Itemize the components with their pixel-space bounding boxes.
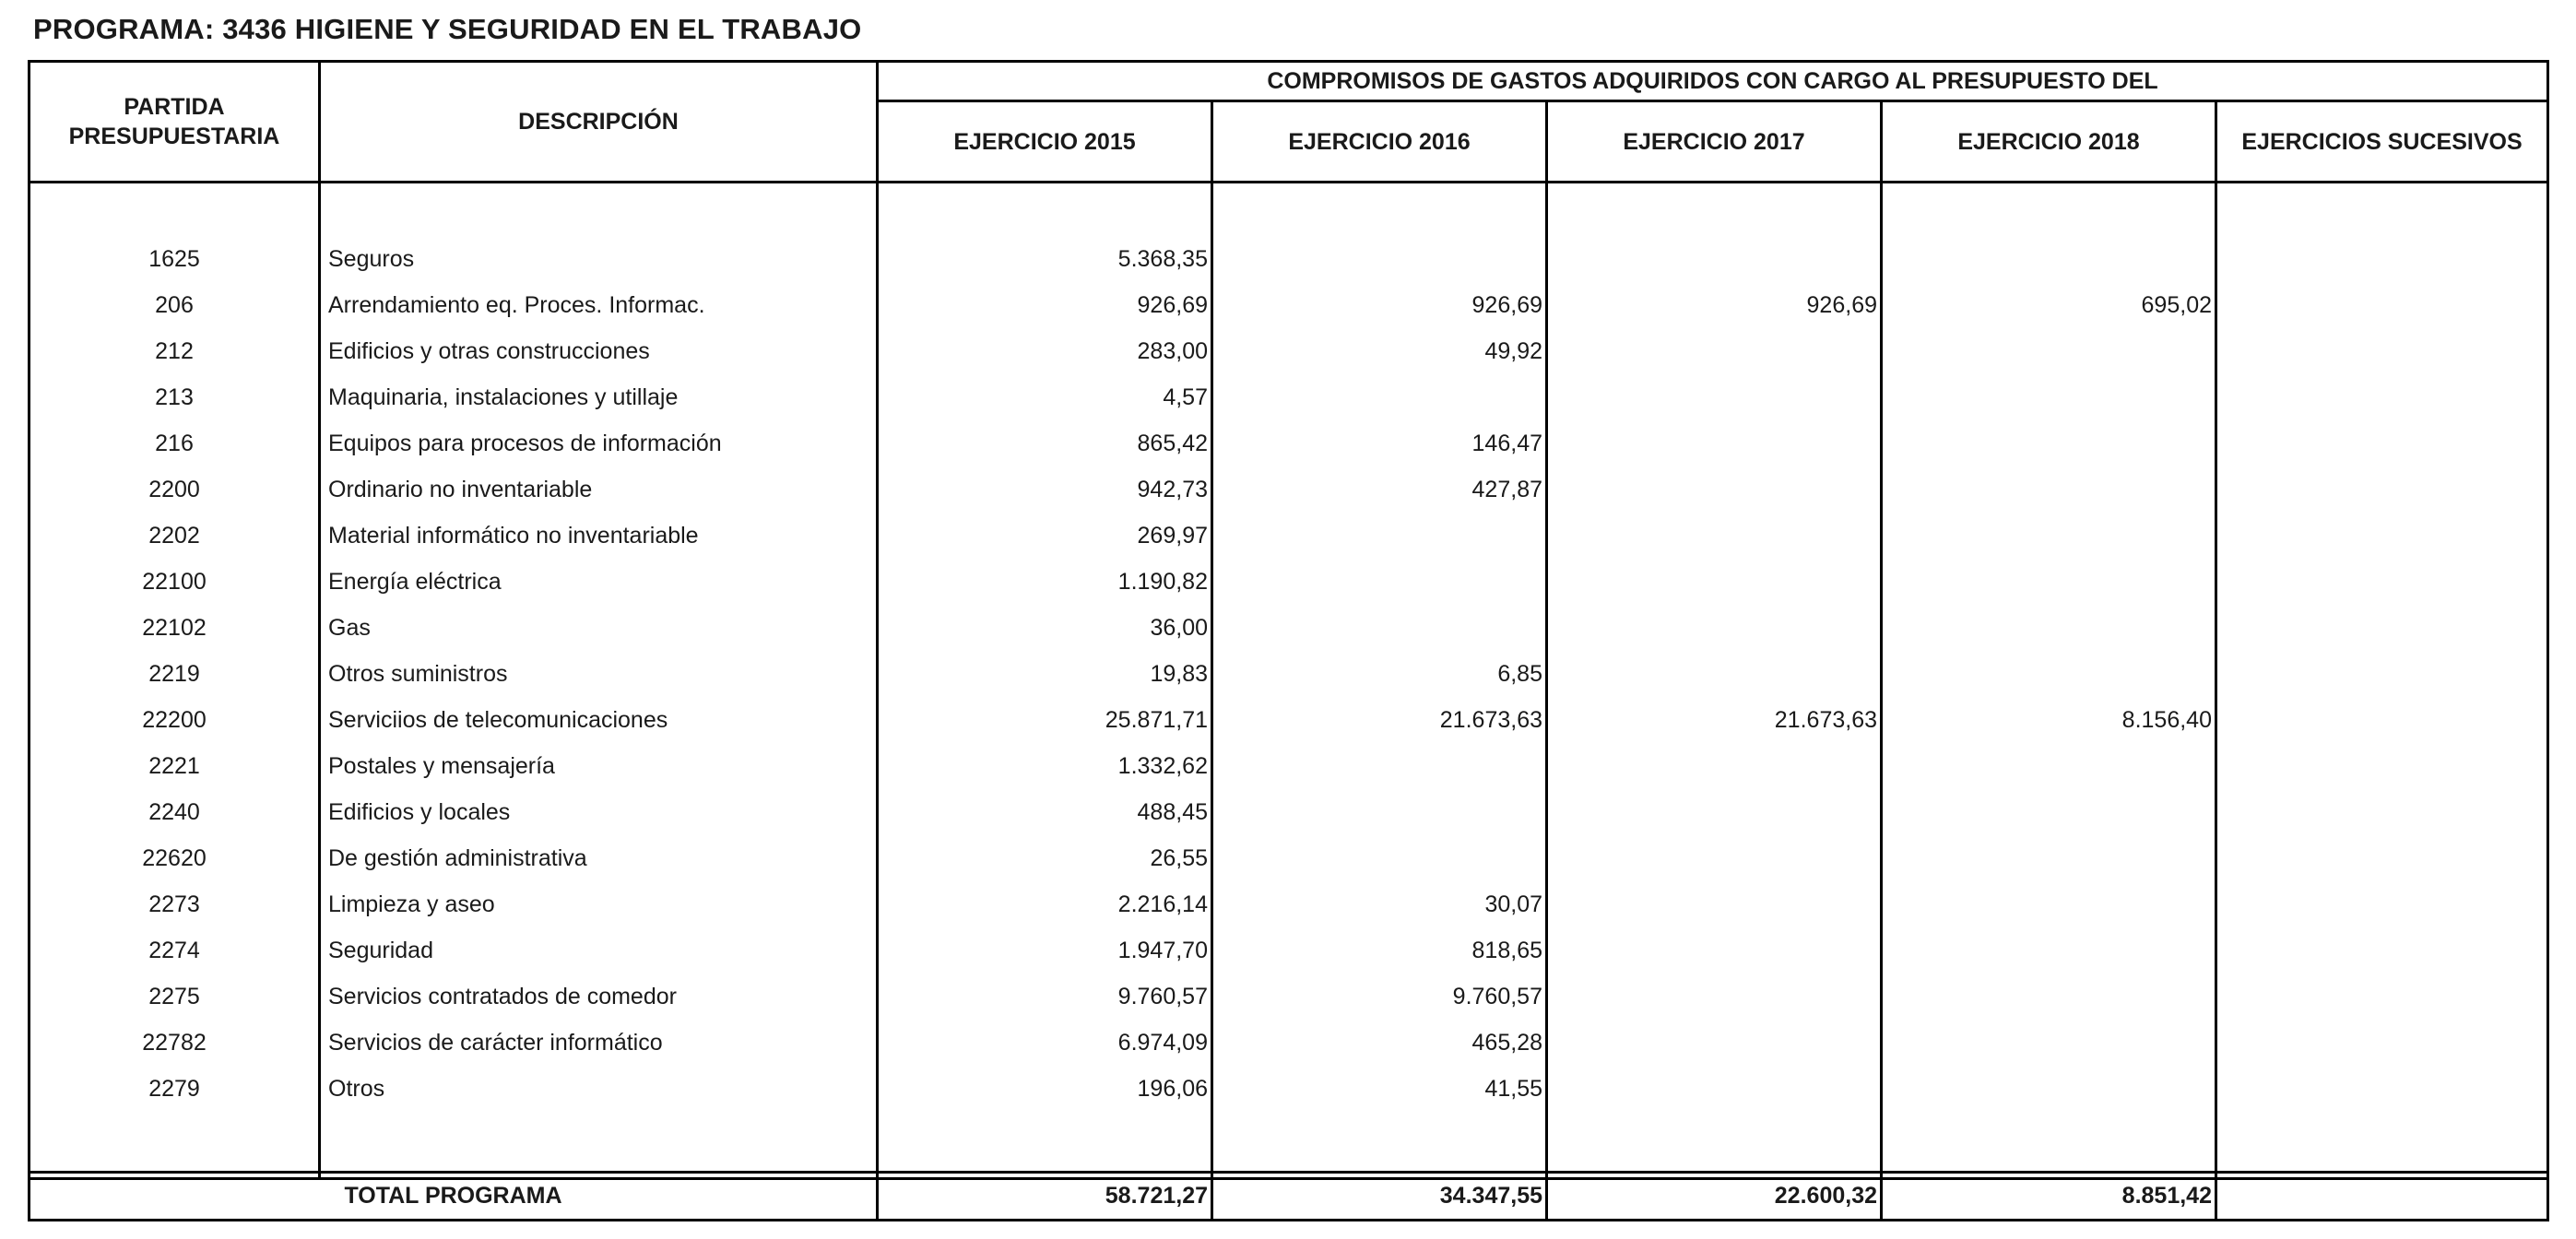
table-row: [30, 236, 2548, 282]
header-year-2015: EJERCICIO 2015: [878, 101, 1212, 183]
value-sucesivos: [2216, 374, 2548, 420]
value-2015: 926,69: [878, 282, 1212, 328]
value-2018: [1882, 927, 2216, 974]
value-2018: 8.156,40: [1882, 697, 2216, 743]
value-2015: 4,57: [878, 374, 1212, 420]
description: Postales y mensajería: [320, 743, 878, 789]
value-2016: 41,55: [1212, 1066, 1547, 1112]
table-row: [30, 1020, 2548, 1066]
value-2017: [1547, 835, 1882, 881]
description: Seguros: [320, 236, 878, 282]
total-2017: 22.600,32: [1547, 1173, 1882, 1221]
value-2018: [1882, 651, 2216, 697]
value-2015: 942,73: [878, 466, 1212, 513]
value-2018: [1882, 1020, 2216, 1066]
value-sucesivos: [2216, 1020, 2548, 1066]
value-sucesivos: [2216, 605, 2548, 651]
value-2015: 1.332,62: [878, 743, 1212, 789]
value-2016: 926,69: [1212, 282, 1547, 328]
partida-code: 206: [30, 282, 320, 328]
value-2017: [1547, 420, 1882, 466]
description: Otros suministros: [320, 651, 878, 697]
value-sucesivos: [2216, 420, 2548, 466]
header-partida-label: PARTIDA PRESUPUESTARIA: [68, 94, 280, 149]
description: Arrendamiento eq. Proces. Informac.: [320, 282, 878, 328]
value-2016: 21.673,63: [1212, 697, 1547, 743]
value-2018: [1882, 974, 2216, 1020]
partida-code: 22620: [30, 835, 320, 881]
value-2015: 2.216,14: [878, 881, 1212, 927]
description: Ordinario no inventariable: [320, 466, 878, 513]
total-2018: 8.851,42: [1882, 1173, 2216, 1221]
description: Equipos para procesos de información: [320, 420, 878, 466]
value-sucesivos: [2216, 974, 2548, 1020]
value-2017: [1547, 789, 1882, 835]
value-2015: 5.368,35: [878, 236, 1212, 282]
value-2017: [1547, 513, 1882, 559]
value-2015: 269,97: [878, 513, 1212, 559]
value-2015: 1.190,82: [878, 559, 1212, 605]
value-2015: 865,42: [878, 420, 1212, 466]
value-2018: [1882, 881, 2216, 927]
description: Serviciios de telecomunicaciones: [320, 697, 878, 743]
partida-code: 2274: [30, 927, 320, 974]
value-2016: [1212, 605, 1547, 651]
value-sucesivos: [2216, 328, 2548, 374]
table-body: [30, 183, 2548, 1179]
page-title: PROGRAMA: 3436 HIGIENE Y SEGURIDAD EN EL TRABAJO: [33, 13, 862, 45]
description: Servicios contratados de comedor: [320, 974, 878, 1020]
value-2016: 427,87: [1212, 466, 1547, 513]
value-sucesivos: [2216, 513, 2548, 559]
value-2015: 9.760,57: [878, 974, 1212, 1020]
partida-code: 213: [30, 374, 320, 420]
total-row: [30, 1173, 2548, 1221]
value-sucesivos: [2216, 466, 2548, 513]
value-2015: 196,06: [878, 1066, 1212, 1112]
table-row: [30, 374, 2548, 420]
table-row: [30, 466, 2548, 513]
value-2018: [1882, 1066, 2216, 1112]
description: Servicios de carácter informático: [320, 1020, 878, 1066]
value-2017: [1547, 605, 1882, 651]
header-year-2018: EJERCICIO 2018: [1882, 101, 2216, 183]
value-2017: [1547, 1066, 1882, 1112]
value-2017: [1547, 927, 1882, 974]
table-row: [30, 697, 2548, 743]
value-2016: 30,07: [1212, 881, 1547, 927]
value-2017: [1547, 328, 1882, 374]
value-sucesivos: [2216, 835, 2548, 881]
value-sucesivos: [2216, 697, 2548, 743]
value-2018: [1882, 374, 2216, 420]
partida-code: 2279: [30, 1066, 320, 1112]
value-2017: [1547, 651, 1882, 697]
value-sucesivos: [2216, 559, 2548, 605]
value-sucesivos: [2216, 927, 2548, 974]
table-row: [30, 974, 2548, 1020]
partida-code: 212: [30, 328, 320, 374]
description: Gas: [320, 605, 878, 651]
value-2016: [1212, 236, 1547, 282]
value-2016: 818,65: [1212, 927, 1547, 974]
header-year-2017: EJERCICIO 2017: [1547, 101, 1882, 183]
partida-code: 2200: [30, 466, 320, 513]
value-2018: [1882, 236, 2216, 282]
partida-code: 1625: [30, 236, 320, 282]
value-2016: [1212, 789, 1547, 835]
value-2015: 1.947,70: [878, 927, 1212, 974]
value-2017: 926,69: [1547, 282, 1882, 328]
partida-code: 2275: [30, 974, 320, 1020]
value-2016: [1212, 835, 1547, 881]
header-year-2016: EJERCICIO 2016: [1212, 101, 1547, 183]
value-sucesivos: [2216, 743, 2548, 789]
value-2017: [1547, 974, 1882, 1020]
partida-code: 22100: [30, 559, 320, 605]
value-2017: [1547, 466, 1882, 513]
description: Material informático no inventariable: [320, 513, 878, 559]
value-2015: 25.871,71: [878, 697, 1212, 743]
value-2016: [1212, 559, 1547, 605]
spacer-row: [30, 183, 2548, 237]
description: Edificios y otras construcciones: [320, 328, 878, 374]
value-2016: 146,47: [1212, 420, 1547, 466]
value-sucesivos: [2216, 651, 2548, 697]
partida-code: 2273: [30, 881, 320, 927]
description: Edificios y locales: [320, 789, 878, 835]
value-2015: 19,83: [878, 651, 1212, 697]
total-label: TOTAL PROGRAMA: [30, 1173, 878, 1221]
value-2016: 9.760,57: [1212, 974, 1547, 1020]
table-row: [30, 1066, 2548, 1112]
header-sucesivos: EJERCICIOS SUCESIVOS: [2216, 101, 2548, 183]
header-descripcion: DESCRIPCIÓN: [320, 62, 878, 183]
budget-table: [28, 60, 2549, 1180]
value-2016: [1212, 513, 1547, 559]
partida-code: 2221: [30, 743, 320, 789]
partida-code: 22102: [30, 605, 320, 651]
table-row: [30, 881, 2548, 927]
value-2018: 695,02: [1882, 282, 2216, 328]
value-2017: [1547, 374, 1882, 420]
table-row: [30, 328, 2548, 374]
value-2016: [1212, 374, 1547, 420]
value-2016: 49,92: [1212, 328, 1547, 374]
description: Energía eléctrica: [320, 559, 878, 605]
total-sucesivos: [2216, 1173, 2548, 1221]
value-2015: 6.974,09: [878, 1020, 1212, 1066]
value-2017: [1547, 881, 1882, 927]
value-2017: [1547, 1020, 1882, 1066]
description: Seguridad: [320, 927, 878, 974]
value-2018: [1882, 559, 2216, 605]
value-sucesivos: [2216, 282, 2548, 328]
table-row: [30, 789, 2548, 835]
partida-code: 22200: [30, 697, 320, 743]
value-2016: 465,28: [1212, 1020, 1547, 1066]
table-row: [30, 513, 2548, 559]
value-2015: 26,55: [878, 835, 1212, 881]
table-row: [30, 835, 2548, 881]
value-sucesivos: [2216, 789, 2548, 835]
value-2018: [1882, 835, 2216, 881]
partida-code: 2240: [30, 789, 320, 835]
description: Limpieza y aseo: [320, 881, 878, 927]
value-sucesivos: [2216, 236, 2548, 282]
partida-code: 22782: [30, 1020, 320, 1066]
value-2017: [1547, 559, 1882, 605]
value-2018: [1882, 513, 2216, 559]
description: Maquinaria, instalaciones y utillaje: [320, 374, 878, 420]
header-compromisos: COMPROMISOS DE GASTOS ADQUIRIDOS CON CARGO AL PRESUPUESTO DEL: [878, 62, 2548, 101]
value-2018: [1882, 605, 2216, 651]
table-row: [30, 605, 2548, 651]
value-2017: [1547, 743, 1882, 789]
total-2015: 58.721,27: [878, 1173, 1212, 1221]
value-2018: [1882, 328, 2216, 374]
value-2018: [1882, 420, 2216, 466]
value-2017: 21.673,63: [1547, 697, 1882, 743]
partida-code: 2202: [30, 513, 320, 559]
value-2016: 6,85: [1212, 651, 1547, 697]
total-2016: 34.347,55: [1212, 1173, 1547, 1221]
table-row: [30, 651, 2548, 697]
table-row: [30, 420, 2548, 466]
table-row: [30, 927, 2548, 974]
value-sucesivos: [2216, 881, 2548, 927]
value-sucesivos: [2216, 1066, 2548, 1112]
table-row: [30, 559, 2548, 605]
value-2018: [1882, 466, 2216, 513]
total-table: [28, 1171, 2549, 1221]
table-row: [30, 743, 2548, 789]
partida-code: 216: [30, 420, 320, 466]
value-2015: 283,00: [878, 328, 1212, 374]
value-2016: [1212, 743, 1547, 789]
partida-code: 2219: [30, 651, 320, 697]
value-2017: [1547, 236, 1882, 282]
value-2018: [1882, 789, 2216, 835]
value-2015: 488,45: [878, 789, 1212, 835]
spacer-row: [30, 1112, 2548, 1179]
header-partida: [30, 62, 320, 183]
table-row: [30, 282, 2548, 328]
description: Otros: [320, 1066, 878, 1112]
value-2015: 36,00: [878, 605, 1212, 651]
description: De gestión administrativa: [320, 835, 878, 881]
value-2018: [1882, 743, 2216, 789]
